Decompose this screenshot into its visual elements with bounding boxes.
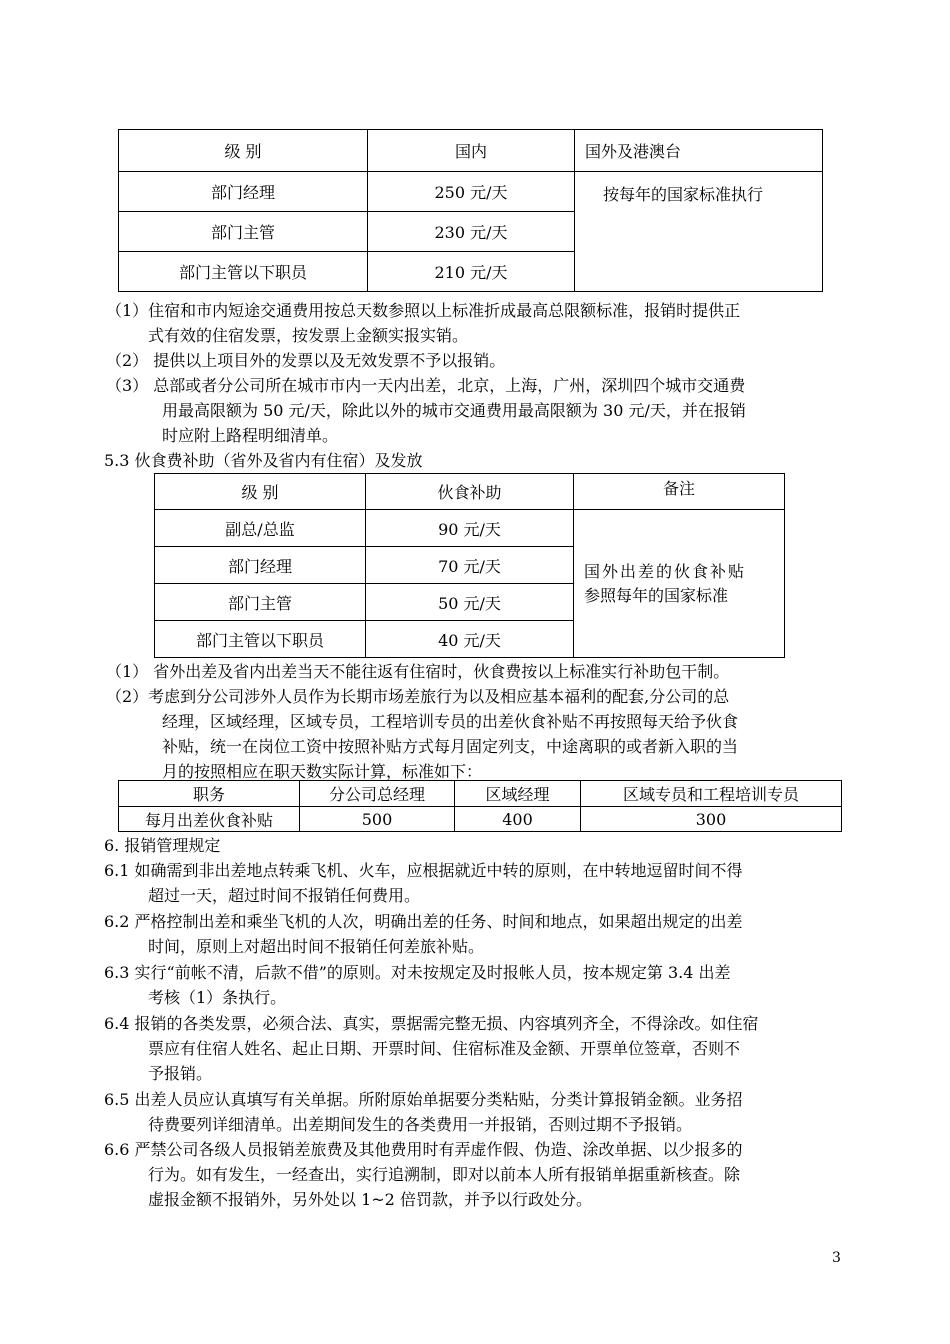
clause-line: 待费要列详细清单。出差期间发生的各类费用一并报销，否则过期不予报销。 — [148, 1115, 693, 1134]
clause-line: 考核（1）条执行。 — [148, 988, 287, 1007]
table-header-cell: 区域经理 — [455, 781, 581, 807]
table-cell: 每月出差伙食补贴 — [119, 807, 300, 832]
note-line: 时应附上路程明细清单。 — [162, 426, 339, 445]
table-header-cell: 备注 — [574, 474, 785, 510]
clause-line: 6.6 严禁公司各级人员报销差旅费及其他费用时有弄虚作假、伪造、涂改单据、以少报多的 — [104, 1140, 743, 1159]
remark-cell — [574, 510, 785, 658]
note-line: （2）考虑到分公司涉外人员作为长期市场差旅行为以及相应基本福利的配套,分公司的总 — [106, 687, 730, 706]
clause-line: 虚报金额不报销外，另外处以 1~2 倍罚款，并予以行政处分。 — [148, 1190, 592, 1209]
amount-cell: 70 元/天 — [366, 547, 574, 584]
level-cell: 部门主管以下职员 — [119, 252, 368, 292]
section-heading: 6. 报销管理规定 — [104, 836, 221, 855]
clause-line: 6.4 报销的各类发票，必须合法、真实，票据需完整无损、内容填列齐全，不得涂改。如住宿 — [104, 1014, 759, 1033]
table-header-row — [155, 474, 785, 510]
remark-line: 国外出差的伙食补贴 — [584, 561, 747, 581]
page-number: 3 — [832, 1250, 841, 1266]
table-header-row — [119, 130, 823, 172]
amount-cell: 210 元/天 — [368, 252, 575, 292]
table-header-cell: 级 别 — [155, 474, 366, 510]
overseas-note-cell: 按每年的国家标准执行 — [575, 172, 823, 292]
meal-allowance-table — [154, 473, 785, 658]
note-line: （3） 总部或者分公司所在城市市内一天内出差，北京，上海，广州，深圳四个城市交通费 — [106, 376, 746, 395]
table-cell: 500 — [300, 807, 455, 832]
level-cell: 部门经理 — [155, 547, 366, 584]
clause-line: 6.1 如确需到非出差地点转乘飞机、火车，应根据就近中转的原则，在中转地逗留时间不得 — [104, 861, 743, 880]
section-heading: 5.3 伙食费补助（省外及省内有住宿）及发放 — [104, 451, 423, 470]
table-header-cell: 级 别 — [119, 130, 368, 172]
note-line: 式有效的住宿发票，按发票上金额实报实销。 — [148, 326, 469, 345]
table-header-cell: 伙食补助 — [366, 474, 574, 510]
clause-line: 6.3 实行“前帐不清，后款不借”的原则。对未按规定及时报帐人员，按本规定第 3.4 出差 — [104, 963, 731, 982]
note-line: 用最高限额为 50 元/天，除此以外的城市交通费用最高限额为 30 元/天，并在报销 — [162, 401, 746, 420]
lodging-standard-table — [118, 129, 823, 292]
remark-line: 参照每年的国家标准 — [584, 585, 729, 605]
table-header-cell: 职务 — [119, 781, 300, 807]
level-cell: 副总/总监 — [155, 510, 366, 547]
note-line: 经理，区域经理，区域专员，工程培训专员的出差伙食补贴不再按照每天给予伙食 — [162, 712, 739, 731]
clause-line: 6.5 出差人员应认真填写有关单据。所附原始单据要分类粘贴，分类计算报销金额。业务招 — [104, 1090, 743, 1109]
note-line: （2） 提供以上项目外的发票以及无效发票不予以报销。 — [106, 351, 506, 370]
level-cell: 部门主管以下职员 — [155, 621, 366, 658]
level-cell: 部门经理 — [119, 172, 368, 212]
table-header-cell: 分公司总经理 — [300, 781, 455, 807]
table-header-cell: 国外及港澳台 — [575, 130, 823, 172]
clause-line: 6.2 严格控制出差和乘坐飞机的人次，明确出差的任务、时间和地点，如果超出规定的出差 — [104, 912, 743, 931]
note-line: 月的按照相应在职天数实际计算，标准如下： — [162, 762, 483, 781]
clause-line: 予报销。 — [148, 1064, 213, 1083]
level-cell: 部门主管 — [119, 212, 368, 252]
table-cell: 400 — [455, 807, 581, 832]
note-line: （1）住宿和市内短途交通费用按总天数参照以上标准折成最高总限额标准，报销时提供正 — [106, 301, 741, 320]
amount-cell: 230 元/天 — [368, 212, 575, 252]
note-line: 补贴，统一在岗位工资中按照补贴方式每月固定列支，中途离职的或者新入职的当 — [162, 737, 739, 756]
table-cell: 300 — [581, 807, 842, 832]
amount-cell: 50 元/天 — [366, 584, 574, 621]
level-cell: 部门主管 — [155, 584, 366, 621]
amount-cell: 250 元/天 — [368, 172, 575, 212]
table-header-row — [119, 781, 842, 807]
amount-cell: 40 元/天 — [366, 621, 574, 658]
note-line: （1） 省外出差及省内出差当天不能往返有住宿时，伙食费按以上标准实行补助包干制。 — [106, 662, 730, 681]
monthly-meal-allowance-table — [118, 780, 842, 832]
clause-line: 超过一天，超过时间不报销任何费用。 — [148, 886, 421, 905]
table-header-cell: 国内 — [368, 130, 575, 172]
table-header-cell: 区域专员和工程培训专员 — [581, 781, 842, 807]
table-row — [119, 807, 842, 832]
amount-cell: 90 元/天 — [366, 510, 574, 547]
clause-line: 票应有住宿人姓名、起止日期、开票时间、住宿标准及金额、开票单位签章，否则不 — [148, 1039, 741, 1058]
clause-line: 时间，原则上对超出时间不报销任何差旅补贴。 — [148, 937, 485, 956]
table-row — [119, 172, 823, 212]
clause-line: 行为。如有发生，一经查出，实行追溯制，即对以前本人所有报销单据重新核查。除 — [148, 1165, 741, 1184]
table-row — [155, 510, 785, 547]
